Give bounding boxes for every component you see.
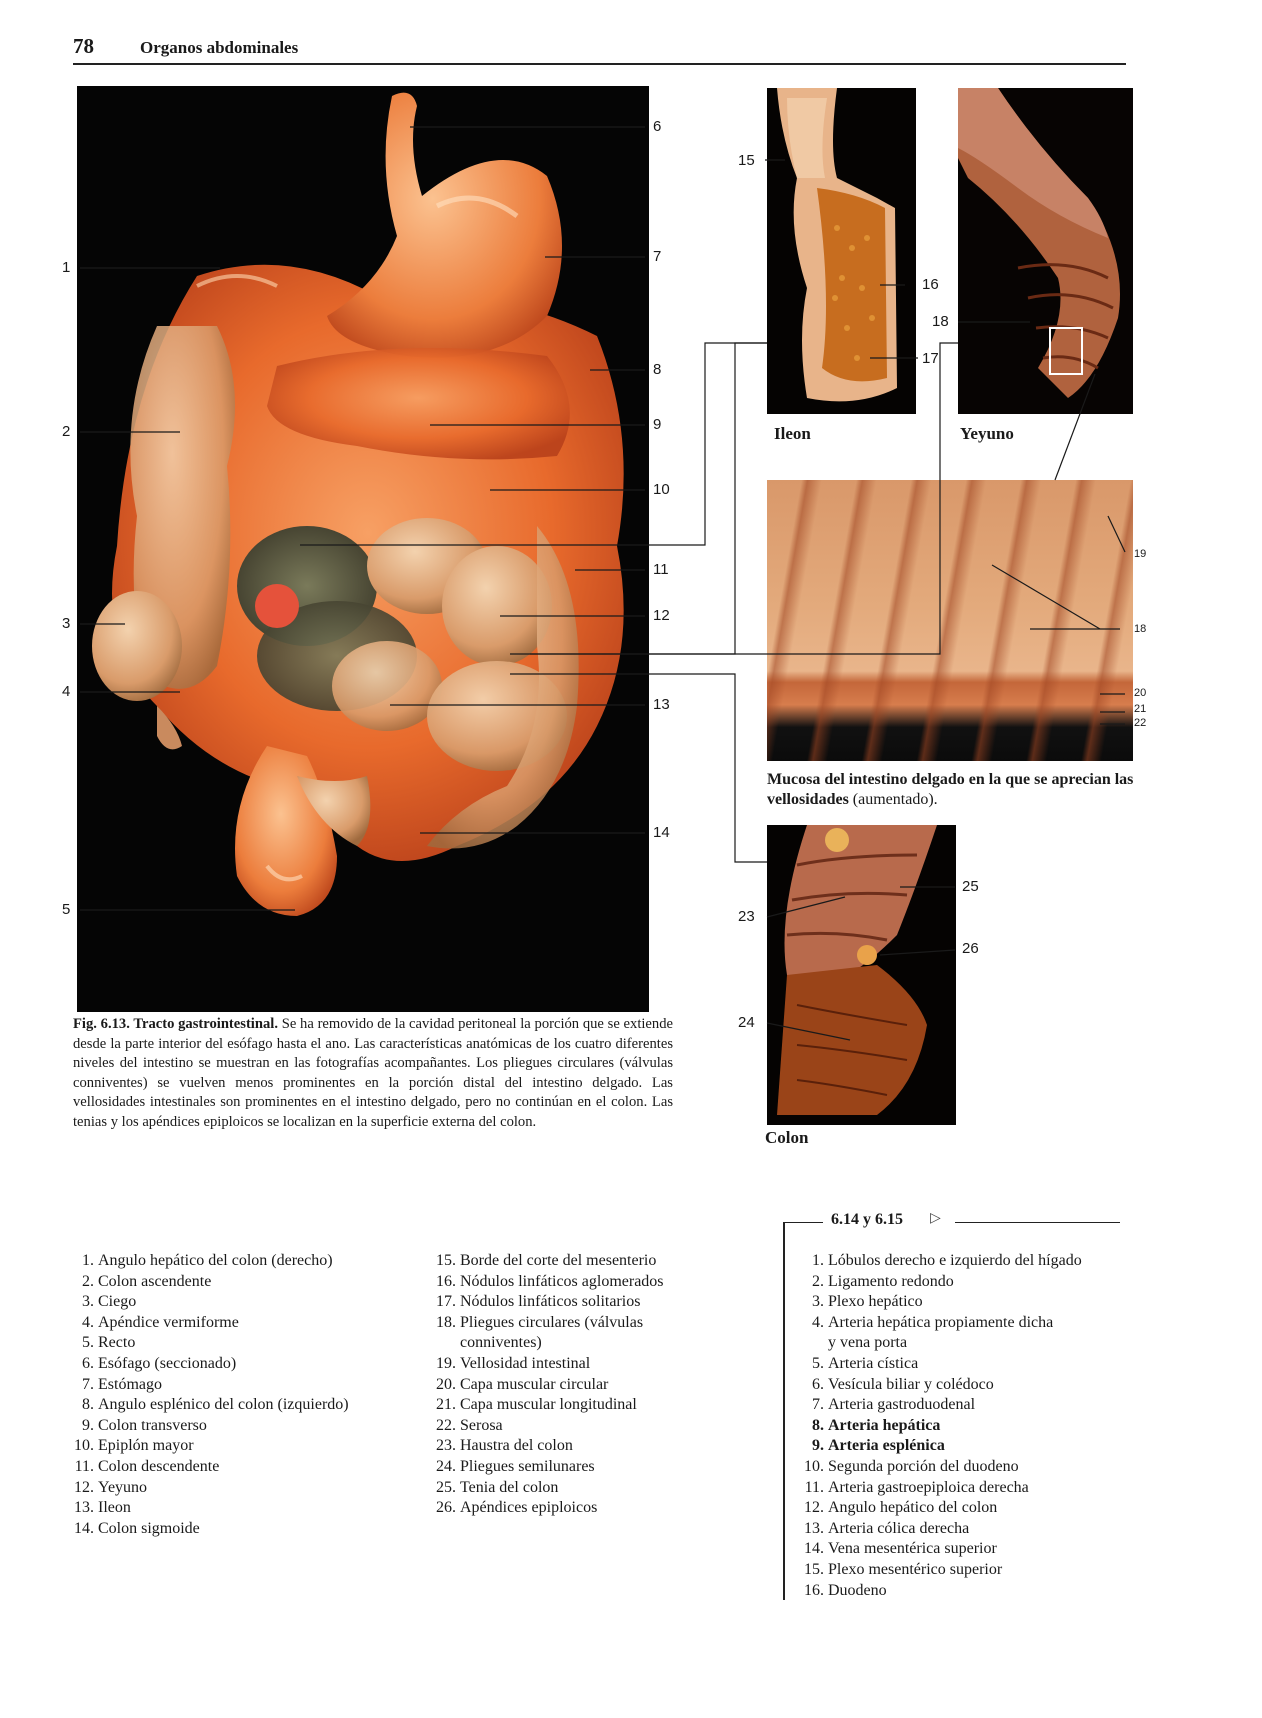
legend-item-number: 10. (74, 1437, 94, 1455)
callout-23: 23 (738, 908, 755, 925)
legend-item-text: Vena mesentérica superior (828, 1540, 997, 1558)
legend-item-text: Segunda porción del duodeno (828, 1457, 1019, 1475)
callout-1: 1 (62, 259, 71, 276)
legend-item-text: Arteria cólica derecha (828, 1519, 970, 1537)
callout-16: 16 (922, 276, 939, 293)
legend-item-number: 16. (804, 1581, 824, 1599)
legend-item (432, 1333, 664, 1354)
next-arrow-icon: ▷ (930, 1211, 941, 1226)
legend-item (800, 1581, 1082, 1602)
legend-item-number: 13. (74, 1499, 94, 1517)
ileon-label: Ileon (774, 424, 811, 443)
legend-item-text: Arteria gastroepiploica derecha (828, 1478, 1029, 1496)
legend-item-number: 11. (74, 1457, 94, 1475)
legend-item-number: 12. (74, 1478, 94, 1496)
legend-item-number: 16. (436, 1272, 456, 1290)
legend-item-text: Apéndices epiploicos (460, 1499, 598, 1517)
callout-18-yeyuno: 18 (932, 313, 949, 330)
legend-item-text: Nódulos linfáticos solitarios (460, 1293, 641, 1311)
legend-item-number: 15. (804, 1560, 824, 1578)
callout-12: 12 (653, 607, 670, 624)
legend-item-text: Borde del corte del mesenterio (460, 1252, 657, 1269)
legend-item-text: Colon ascendente (98, 1272, 212, 1290)
xref-figures-label: 6.14 y 6.15 (831, 1211, 903, 1228)
legend-item (432, 1457, 664, 1478)
figure-caption-title: Fig. 6.13. Tracto gastrointestinal. (73, 1016, 278, 1032)
legend-item-number: 15. (436, 1252, 456, 1269)
legend-item-number: 24. (436, 1457, 456, 1475)
legend-item-number: 21. (436, 1396, 456, 1414)
legend-item-text: Estómago (98, 1375, 162, 1393)
legend-item (70, 1519, 349, 1540)
mucosa-caption (767, 770, 1147, 810)
callout-21: 21 (1134, 703, 1147, 715)
legend-item-number: 14. (804, 1540, 824, 1558)
legend-item-text: Arteria hepática (828, 1416, 941, 1434)
figure-caption-body: Se ha removido de la cavidad peritoneal la porción que se extiende desde la parte interior del esófago hasta el ano. Las características anatómicas de los cuatro diferentes niveles del intestino se muestran en las fotografías acompañantes. Los pliegues circulares (válvulas conniventes) se vuelven menos prominentes en la porción distal del intestino delgado. Las vellosidades intestinales son prominentes en el intestino delgado, pero no continúan en el colon. Las tenias y los apéndices epiploicos se localizan en la superficie externa del colon. (73, 1016, 673, 1130)
legend-item-text: Vellosidad intestinal (460, 1354, 591, 1372)
legend-item-text: Capa muscular longitudinal (460, 1396, 637, 1414)
figure-caption (73, 1015, 673, 1133)
legend-item-number: 2. (812, 1272, 824, 1290)
legend-item-number: 22. (436, 1416, 456, 1434)
xref-top-rule-right (955, 1222, 1120, 1223)
legend-item-text: Colon transverso (98, 1416, 207, 1434)
callout-14: 14 (653, 824, 670, 841)
legend-item-number: 25. (436, 1478, 456, 1496)
legend-item-text: Apéndice vermiforme (98, 1313, 239, 1331)
callout-18-mucosa: 18 (1134, 623, 1147, 635)
legend-item-number: 7. (812, 1396, 824, 1414)
legend-item (800, 1519, 1082, 1540)
legend-item (800, 1560, 1082, 1581)
legend-item-number: 4. (82, 1313, 94, 1331)
legend-item-text: conniventes) (460, 1334, 542, 1352)
callout-9: 9 (653, 416, 662, 433)
callout-8: 8 (653, 361, 662, 378)
legend-item (800, 1272, 1082, 1293)
callout-20: 20 (1134, 687, 1147, 699)
legend-item (800, 1292, 1082, 1313)
xref-top-rule-left (783, 1222, 823, 1223)
legend-item-text: Nódulos linfáticos aglomerados (460, 1272, 664, 1290)
legend-item-text: Ciego (98, 1293, 137, 1311)
callout-10: 10 (653, 481, 670, 498)
legend-item (432, 1498, 664, 1519)
legend-item (432, 1272, 664, 1293)
legend-item (800, 1251, 1082, 1272)
legend-item-text: Duodeno (828, 1581, 887, 1599)
legend-item-text: Colon descendente (98, 1457, 220, 1475)
legend-item-number: 23. (436, 1437, 456, 1455)
legend-item-number: 5. (82, 1334, 94, 1352)
legend-item-number: 3. (812, 1293, 824, 1311)
legend-item (800, 1354, 1082, 1375)
legend-item (70, 1333, 349, 1354)
legend-item (70, 1436, 349, 1457)
legend-item (70, 1272, 349, 1293)
mucosa-caption-rest: (aumentado). (848, 791, 938, 808)
callout-11: 11 (653, 561, 669, 578)
legend-item-text: Vesícula biliar y colédoco (828, 1375, 994, 1393)
callout-6: 6 (653, 118, 662, 135)
legend-item (70, 1354, 349, 1375)
legend-item-number: 6. (82, 1354, 94, 1372)
legend-item-text: Recto (98, 1334, 136, 1352)
legend-item-text: Angulo esplénico del colon (izquierdo) (98, 1396, 349, 1414)
legend-item (432, 1292, 664, 1313)
legend-item-number: 9. (812, 1437, 824, 1455)
legend-item-text: Tenia del colon (460, 1478, 559, 1496)
legend-item-number: 19. (436, 1354, 456, 1372)
legend-item (800, 1539, 1082, 1560)
legend-item-number: 8. (812, 1416, 824, 1434)
legend-item (70, 1457, 349, 1478)
legend-item (800, 1416, 1082, 1437)
page-number: 78 (73, 34, 94, 58)
legend-item-text: y vena porta (828, 1334, 908, 1352)
legend-item (800, 1436, 1082, 1457)
mucosa-caption-bold: Mucosa del intestino delgado en la que se aprecian las vellosidades (767, 771, 1134, 808)
legend-item-text: Capa muscular circular (460, 1375, 609, 1393)
legend-item (70, 1395, 349, 1416)
legend-item-number: 18. (436, 1313, 456, 1331)
legend-item (70, 1478, 349, 1499)
callout-22: 22 (1134, 717, 1147, 729)
legend-item-number: 11. (804, 1478, 824, 1496)
callout-15: 15 (738, 152, 755, 169)
legend-item (800, 1457, 1082, 1478)
legend-item (800, 1498, 1082, 1519)
legend-item (432, 1436, 664, 1457)
callout-17: 17 (922, 350, 939, 367)
legend-item (432, 1395, 664, 1416)
callout-13: 13 (653, 696, 670, 713)
legend-item (70, 1251, 349, 1272)
legend-item-number: 7. (82, 1375, 94, 1393)
xref-bracket-line (783, 1222, 785, 1600)
legend-item-number: 1. (82, 1252, 94, 1269)
legend-item-number: 26. (436, 1499, 456, 1517)
legend-item (432, 1478, 664, 1499)
legend-item-number: 8. (82, 1396, 94, 1414)
legend-item-text: Ligamento redondo (828, 1272, 954, 1290)
legend-item (432, 1375, 664, 1396)
legend-column-2 (432, 1251, 664, 1519)
callout-4: 4 (62, 683, 71, 700)
legend-item-number: 10. (804, 1457, 824, 1475)
legend-item (70, 1416, 349, 1437)
legend-item-text: Serosa (460, 1416, 503, 1434)
legend-item-text: Arteria cística (828, 1354, 919, 1372)
colon-label: Colon (765, 1128, 809, 1147)
legend-item-text: Plexo mesentérico superior (828, 1560, 1003, 1578)
legend-item-number: 17. (436, 1293, 456, 1311)
legend-item (800, 1375, 1082, 1396)
legend-item (70, 1292, 349, 1313)
legend-item-text: Lóbulos derecho e izquierdo del hígado (828, 1252, 1082, 1269)
legend-item-text: Arteria hepática propiamente dicha (828, 1313, 1054, 1331)
callout-3: 3 (62, 615, 71, 632)
legend-item-text: Colon sigmoide (98, 1519, 200, 1537)
callout-2: 2 (62, 423, 71, 440)
callout-26: 26 (962, 940, 979, 957)
legend-item (70, 1313, 349, 1334)
callout-25: 25 (962, 878, 979, 895)
legend-item-number: 14. (74, 1519, 94, 1537)
legend-item-text: Pliegues semilunares (460, 1457, 595, 1475)
legend-item-number: 9. (82, 1416, 94, 1434)
legend-item-text: Epiplón mayor (98, 1437, 194, 1455)
legend-item (800, 1395, 1082, 1416)
legend-column-3 (800, 1251, 1082, 1601)
yeyuno-label: Yeyuno (960, 424, 1014, 443)
callout-5: 5 (62, 901, 71, 918)
legend-item-number: 12. (804, 1499, 824, 1517)
legend-item (432, 1354, 664, 1375)
legend-item (800, 1313, 1082, 1334)
legend-item (70, 1375, 349, 1396)
legend-item-text: Ileon (98, 1499, 131, 1517)
legend-item-text: Arteria esplénica (828, 1437, 945, 1455)
legend-item (800, 1333, 1082, 1354)
legend-item (432, 1313, 664, 1334)
legend-item-text: Pliegues circulares (válvulas (460, 1313, 644, 1331)
legend-item-text: Esófago (seccionado) (98, 1354, 237, 1372)
legend-column-1 (70, 1251, 349, 1539)
legend-item (800, 1478, 1082, 1499)
legend-item-number: 6. (812, 1375, 824, 1393)
legend-item-text: Haustra del colon (460, 1437, 573, 1455)
legend-item-number: 2. (82, 1272, 94, 1290)
legend-item-number: 20. (436, 1375, 456, 1393)
callout-7: 7 (653, 248, 662, 265)
callout-19: 19 (1134, 548, 1147, 560)
legend-item-number: 1. (812, 1252, 824, 1269)
legend-item-text: Angulo hepático del colon (828, 1499, 998, 1517)
callout-24: 24 (738, 1014, 755, 1031)
legend-item-text: Yeyuno (98, 1478, 148, 1496)
legend-item (432, 1251, 664, 1272)
legend-item-text: Angulo hepático del colon (derecho) (98, 1252, 333, 1269)
chapter-title: Organos abdominales (140, 38, 299, 57)
legend-item-number: 4. (812, 1313, 824, 1331)
legend-item-number: 3. (82, 1293, 94, 1311)
legend-item (70, 1498, 349, 1519)
legend-item-number: 13. (804, 1519, 824, 1537)
legend-item-number: 5. (812, 1354, 824, 1372)
legend-item (432, 1416, 664, 1437)
legend-item-text: Arteria gastroduodenal (828, 1396, 976, 1414)
legend-item-text: Plexo hepático (828, 1293, 923, 1311)
